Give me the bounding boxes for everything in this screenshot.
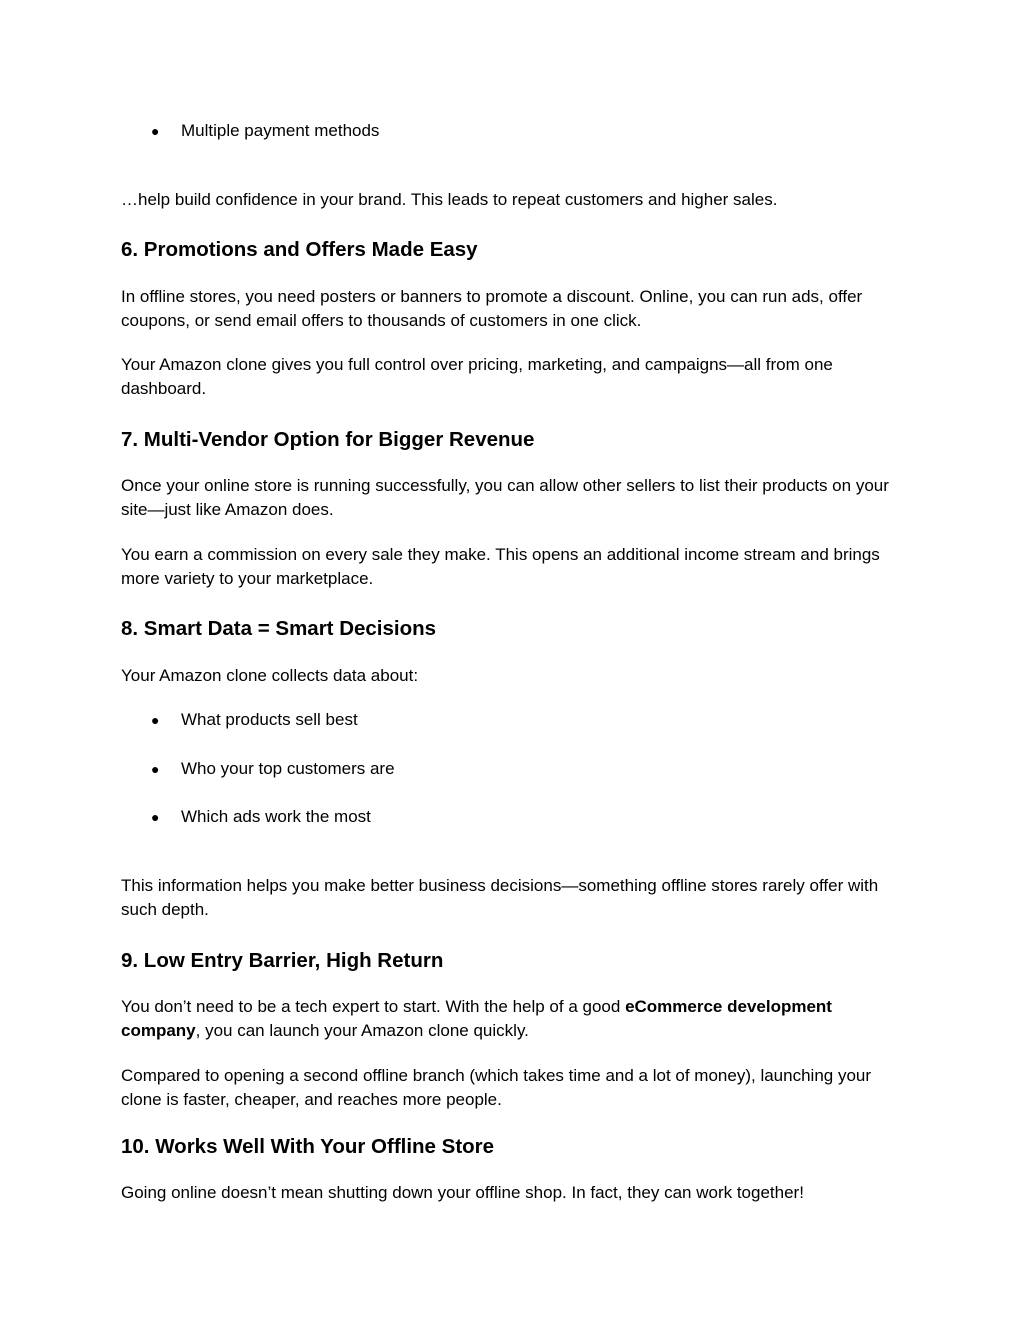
list-item-text: Which ads work the most <box>181 807 371 826</box>
list-item-text: What products sell best <box>181 710 358 729</box>
paragraph: Going online doesn’t mean shutting down your offline shop. In fact, they can work together! <box>121 1183 804 1202</box>
paragraph-text: You don’t need to be a tech expert to start. With the help of a good <box>121 997 626 1016</box>
bullet-icon: ● <box>151 761 160 777</box>
section-heading: 9. Low Entry Barrier, High Return <box>121 949 444 972</box>
list-item <box>151 805 891 829</box>
paragraph: Compared to opening a second offline branch (which takes time and a lot of money), launching your clone is faster, cheaper, and reaches more people. <box>121 1066 872 1109</box>
paragraph: This information helps you make better business decisions—something offline stores rarely offer with such depth. <box>121 876 879 919</box>
paragraph: Your Amazon clone collects data about: <box>121 666 419 685</box>
paragraph <box>121 995 911 1043</box>
list-item <box>151 757 891 781</box>
bullet-icon: ● <box>151 123 160 139</box>
paragraph-text: , you can launch your Amazon clone quickly. <box>195 1021 529 1040</box>
paragraph: Your Amazon clone gives you full control over pricing, marketing, and campaigns—all from one dashboard. <box>121 355 833 398</box>
paragraph: In offline stores, you need posters or banners to promote a discount. Online, you can run ads, offer coupons, or send email offers to thousands of customers in one click. <box>121 287 863 330</box>
section-heading: 10. Works Well With Your Offline Store <box>121 1135 495 1158</box>
intro-paragraph: …help build confidence in your brand. This leads to repeat customers and higher sales. <box>121 190 778 209</box>
list-item <box>151 119 891 143</box>
list-item-text: Who your top customers are <box>181 759 395 778</box>
section-heading: 8. Smart Data = Smart Decisions <box>121 617 437 640</box>
section-heading: 7. Multi-Vendor Option for Bigger Revenue <box>121 428 535 451</box>
paragraph: You earn a commission on every sale they make. This opens an additional income stream and brings more variety to your marketplace. <box>121 545 880 588</box>
bold-phrase: eCommerce development company <box>121 997 832 1040</box>
bullet-icon: ● <box>151 809 160 825</box>
list-item-text: Multiple payment methods <box>181 121 380 140</box>
list-item <box>151 708 891 732</box>
paragraph: Once your online store is running successfully, you can allow other sellers to list their products on your site—just like Amazon does. <box>121 476 889 519</box>
section-heading: 6. Promotions and Offers Made Easy <box>121 238 478 261</box>
bullet-icon: ● <box>151 712 160 728</box>
